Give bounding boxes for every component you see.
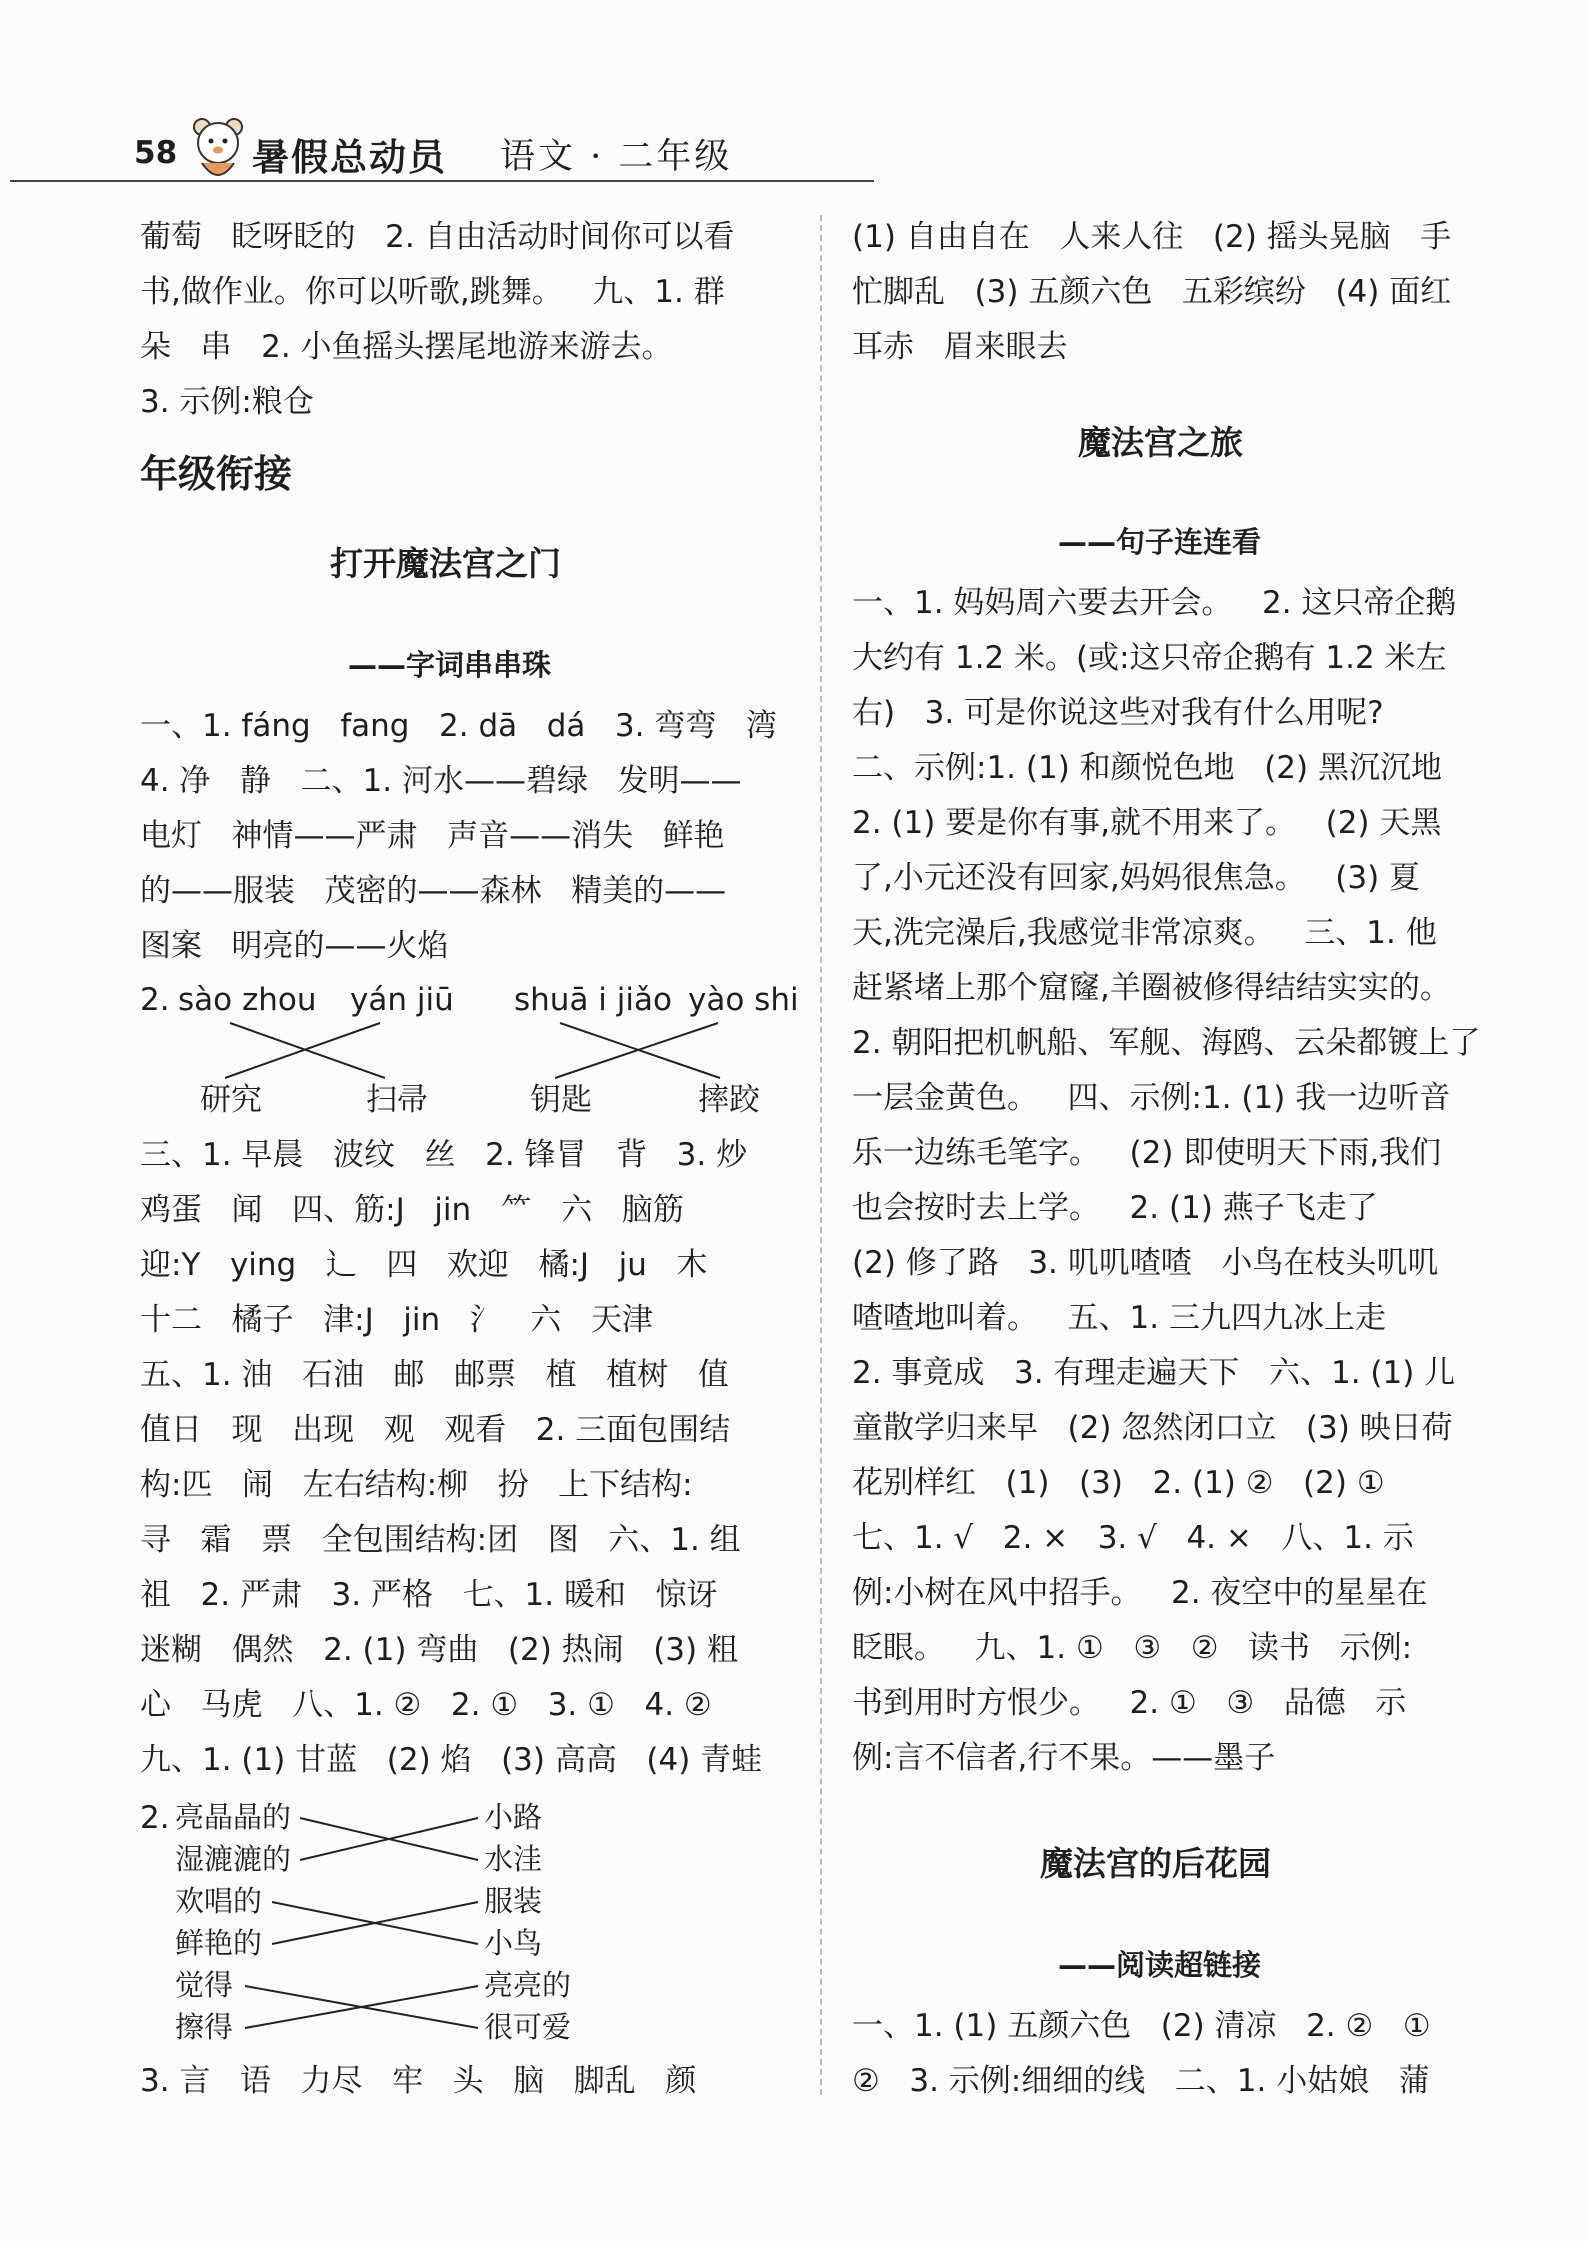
text-line: 一层金黄色。 四、示例:1. (1) 我一边听音 [852, 1080, 1451, 1116]
text-line: 一、1. 妈妈周六要去开会。 2. 这只帝企鹅 [852, 585, 1457, 621]
match1-pinyin: shuā i jiǎo [514, 982, 672, 1018]
text-line: 迷糊 偶然 2. (1) 弯曲 (2) 热闹 (3) 粗 [140, 1632, 738, 1668]
text-line: 心 马虎 八、1. ② 2. ① 3. ① 4. ② [140, 1687, 712, 1723]
page-number: 58 [134, 135, 178, 171]
text-line: 朵 串 2. 小鱼摇头摆尾地游来游去。 [140, 329, 673, 365]
text-line: 乐一边练毛笔字。 (2) 即使明天下雨,我们 [852, 1135, 1442, 1171]
text-line: 3. 言 语 力尽 牢 头 脑 脚乱 颜 [140, 2063, 697, 2099]
match2-right: 小鸟 [484, 1926, 543, 1960]
text-line: 鸡蛋 闻 四、筋:J jin ⺮ 六 脑筋 [140, 1192, 684, 1228]
text-line: 二、示例:1. (1) 和颜悦色地 (2) 黑沉沉地 [852, 750, 1442, 786]
text-line: 喳喳地叫着。 五、1. 三九四九冰上走 [852, 1300, 1386, 1336]
text-line: 七、1. √ 2. × 3. √ 4. × 八、1. 示 [852, 1520, 1414, 1556]
text-line: 电灯 神情——严肃 声音——消失 鲜艳 [140, 818, 725, 854]
text-line: 葡萄 眨呀眨的 2. 自由活动时间你可以看 [140, 219, 735, 255]
lesson-title: 打开魔法宫之门 [330, 544, 561, 583]
match2-right: 水洼 [484, 1842, 543, 1876]
lesson-subtitle: ——句子连连看 [1058, 525, 1262, 559]
text-line: 耳赤 眉来眼去 [852, 329, 1068, 365]
text-line: 书到用时方恨少。 2. ① ③ 品德 示 [852, 1685, 1407, 1721]
text-line: 祖 2. 严肃 3. 严格 七、1. 暖和 惊讶 [140, 1577, 718, 1613]
match2-right: 小路 [484, 1800, 543, 1834]
match2-right: 服装 [484, 1884, 543, 1918]
match1-pinyin: yào shi [688, 982, 799, 1018]
text-line: 忙脚乱 (3) 五颜六色 五彩缤纷 (4) 面红 [852, 274, 1452, 310]
match2-prefix: 2. [140, 1800, 170, 1836]
text-line: 构:匹 闹 左右结构:柳 扮 上下结构: [140, 1467, 693, 1503]
text-line: 2. 事竟成 3. 有理走遍天下 六、1. (1) 儿 [852, 1355, 1456, 1391]
section-title: 年级衔接 [140, 452, 293, 496]
match2-left: 湿漉漉的 [175, 1842, 292, 1876]
lesson-subtitle: ——阅读超链接 [1058, 1948, 1262, 1982]
text-line: 童散学归来早 (2) 忽然闭口立 (3) 映日荷 [852, 1410, 1453, 1446]
match2-left: 鲜艳的 [175, 1926, 263, 1960]
match1-pinyin: yán jiū [350, 982, 454, 1018]
text-line: 也会按时去上学。 2. (1) 燕子飞走了 [852, 1190, 1378, 1226]
match2-left: 觉得 [175, 1968, 234, 2002]
text-line: 寻 霜 票 全包围结构:团 图 六、1. 组 [140, 1522, 741, 1558]
text-line: 2. (1) 要是你有事,就不用来了。 (2) 天黑 [852, 805, 1442, 841]
text-line: 书,做作业。你可以听歌,跳舞。 九、1. 群 [140, 274, 725, 310]
text-line: 的——服装 茂密的——森林 精美的—— [140, 873, 727, 909]
text-line: 2. 朝阳把机帆船、军舰、海鸥、云朵都镀上了 [852, 1025, 1481, 1061]
match2-left: 欢唱的 [175, 1884, 263, 1918]
text-line: (1) 自由自在 人来人往 (2) 摇头晃脑 手 [852, 219, 1452, 255]
match2-left: 亮晶晶的 [175, 1800, 292, 1834]
text-line: 迎:Y ying ⻌ 四 欢迎 橘:J ju 木 [140, 1247, 708, 1283]
text-line: ② 3. 示例:细细的线 二、1. 小姑娘 蒲 [852, 2063, 1430, 2099]
match2-right: 亮亮的 [484, 1968, 572, 2002]
text-line: 右) 3. 可是你说这些对我有什么用呢? [852, 695, 1384, 731]
match1-prefix: 2. [140, 982, 170, 1018]
match1-word: 研究 [200, 1082, 262, 1118]
text-line: 例:小树在风中招手。 2. 夜空中的星星在 [852, 1575, 1428, 1611]
text-line: 一、1. fáng fang 2. dā dá 3. 弯弯 湾 [140, 708, 777, 744]
text-line: 十二 橘子 津:J jin 氵 六 天津 [140, 1302, 653, 1338]
lesson-subtitle: ——字词串串珠 [348, 648, 552, 682]
text-line: 花别样红 (1) (3) 2. (1) ② (2) ① [852, 1465, 1385, 1501]
text-line: 九、1. (1) 甘蓝 (2) 焰 (3) 高高 (4) 青蛙 [140, 1742, 763, 1778]
match1-word: 钥匙 [530, 1082, 592, 1118]
text-line: 3. 示例:粮仓 [140, 384, 314, 420]
lesson-title: 魔法宫的后花园 [1040, 1844, 1271, 1883]
text-line: 图案 明亮的——火焰 [140, 928, 449, 964]
text-line: 五、1. 油 石油 邮 邮票 植 植树 值 [140, 1357, 729, 1393]
text-line: 天,洗完澡后,我感觉非常凉爽。 三、1. 他 [852, 915, 1437, 951]
lesson-title: 魔法宫之旅 [1078, 423, 1243, 462]
text-line: 眨眼。 九、1. ① ③ ② 读书 示例: [852, 1630, 1413, 1666]
match2-left: 擦得 [175, 2010, 234, 2044]
text-line: (2) 修了路 3. 叽叽喳喳 小鸟在枝头叽叽 [852, 1245, 1439, 1281]
text-line: 值日 现 出现 观 观看 2. 三面包围结 [140, 1412, 731, 1448]
text-line: 4. 净 静 二、1. 河水——碧绿 发明—— [140, 763, 742, 799]
match2-right: 很可爱 [484, 2010, 572, 2044]
text-line: 三、1. 早晨 波纹 丝 2. 锋冒 背 3. 炒 [140, 1137, 748, 1173]
match1-word: 摔跤 [698, 1082, 760, 1118]
text-line: 了,小元还没有回家,妈妈很焦急。 (3) 夏 [852, 860, 1421, 896]
text-line: 一、1. (1) 五颜六色 (2) 清凉 2. ② ① [852, 2008, 1431, 2044]
text-line: 赶紧堵上那个窟窿,羊圈被修得结结实实的。 [852, 970, 1451, 1006]
text-line: 例:言不信者,行不果。——墨子 [852, 1740, 1276, 1776]
text-line: 大约有 1.2 米。(或:这只帝企鹅有 1.2 米左 [852, 640, 1447, 676]
match1-word: 扫帚 [366, 1082, 428, 1118]
subject-grade: 语文 · 二年级 [500, 137, 733, 177]
book-title: 暑假总动员 [252, 136, 447, 179]
match1-pinyin: sào zhou [178, 982, 317, 1018]
